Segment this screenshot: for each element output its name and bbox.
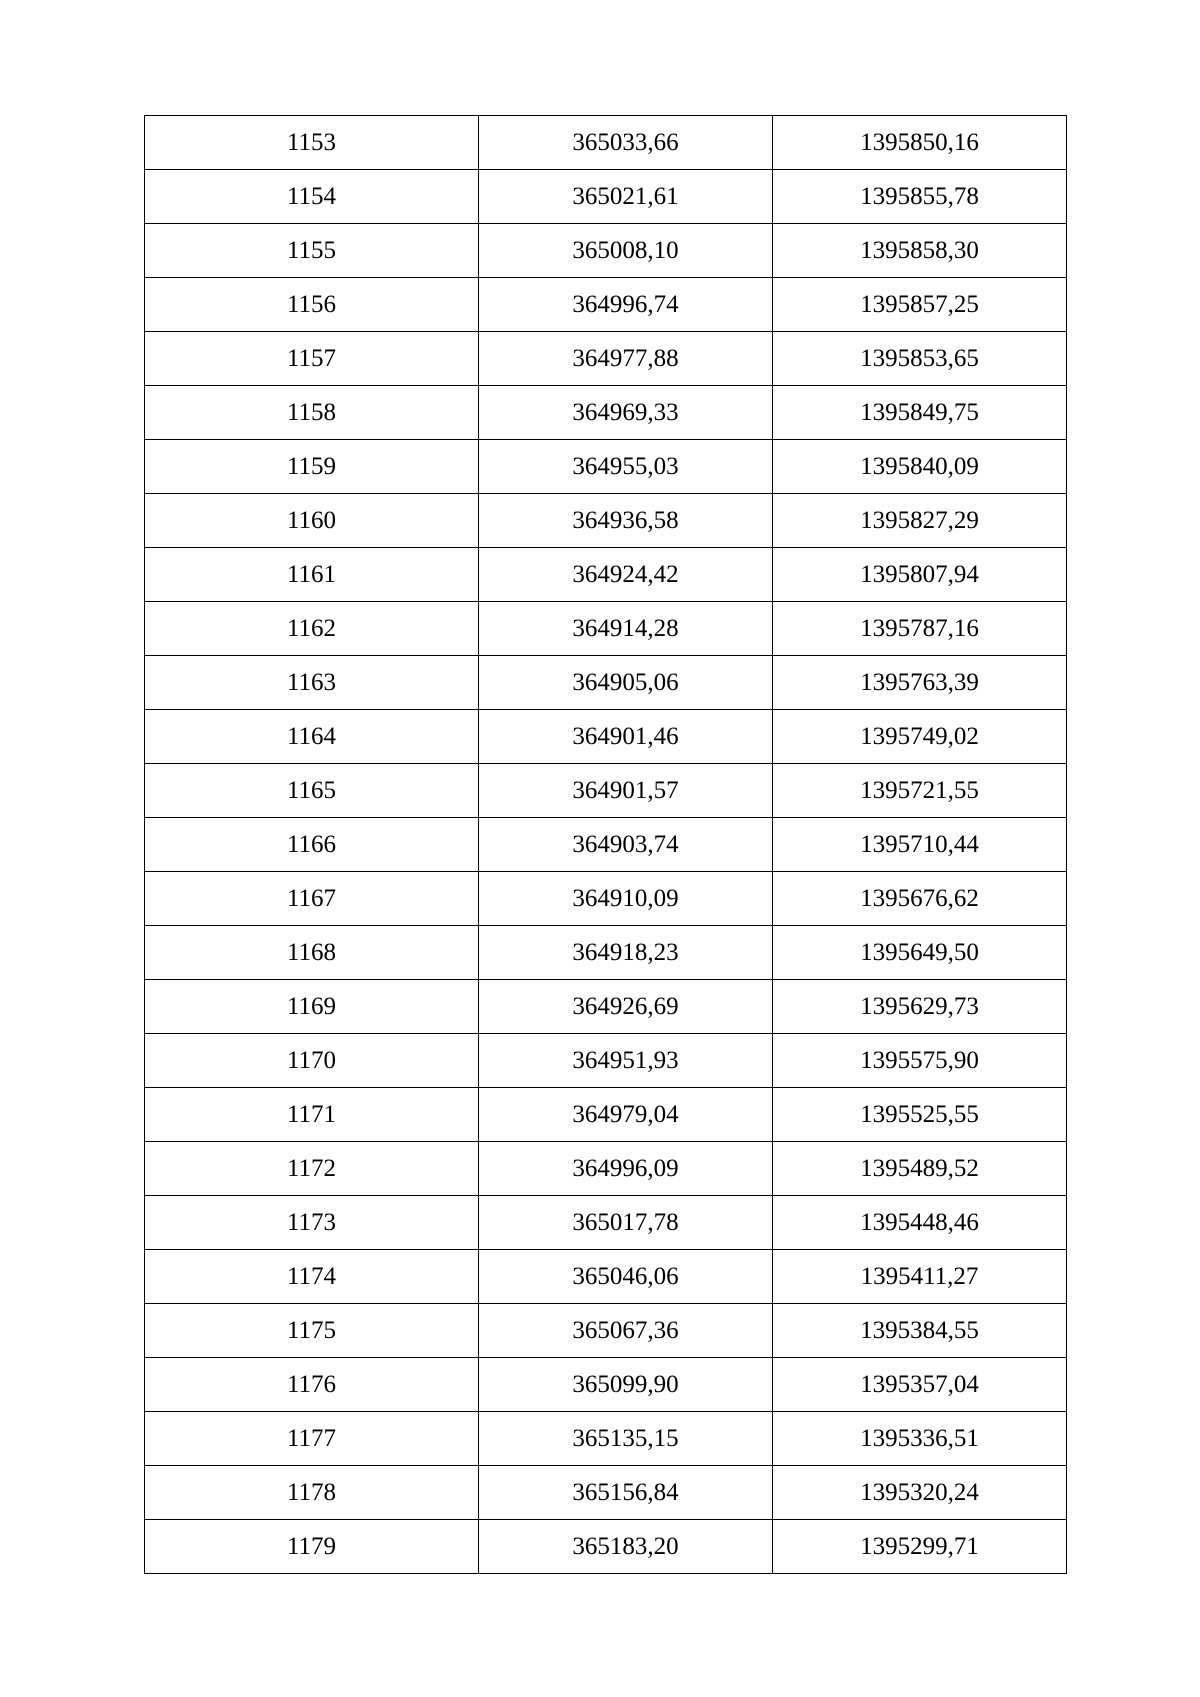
point-number-cell: 1169: [145, 980, 479, 1034]
y-coordinate-cell: 1395357,04: [773, 1358, 1067, 1412]
x-coordinate-cell: 364903,74: [479, 818, 773, 872]
point-number-cell: 1166: [145, 818, 479, 872]
table-row: [145, 602, 1067, 656]
point-number-cell: 1155: [145, 224, 479, 278]
table-row: [145, 872, 1067, 926]
x-coordinate-cell: 364979,04: [479, 1088, 773, 1142]
point-number-cell: 1153: [145, 116, 479, 170]
y-coordinate-cell: 1395489,52: [773, 1142, 1067, 1196]
x-coordinate-cell: 364905,06: [479, 656, 773, 710]
y-coordinate-cell: 1395649,50: [773, 926, 1067, 980]
x-coordinate-cell: 365046,06: [479, 1250, 773, 1304]
point-number-cell: 1179: [145, 1520, 479, 1574]
point-number-cell: 1165: [145, 764, 479, 818]
y-coordinate-cell: 1395850,16: [773, 116, 1067, 170]
x-coordinate-cell: 364951,93: [479, 1034, 773, 1088]
y-coordinate-cell: 1395299,71: [773, 1520, 1067, 1574]
x-coordinate-cell: 365135,15: [479, 1412, 773, 1466]
table-row: [145, 1466, 1067, 1520]
table-row: [145, 1304, 1067, 1358]
y-coordinate-cell: 1395749,02: [773, 710, 1067, 764]
y-coordinate-cell: 1395448,46: [773, 1196, 1067, 1250]
table-row: [145, 548, 1067, 602]
y-coordinate-cell: 1395629,73: [773, 980, 1067, 1034]
point-number-cell: 1157: [145, 332, 479, 386]
point-number-cell: 1161: [145, 548, 479, 602]
point-number-cell: 1160: [145, 494, 479, 548]
table-row: [145, 332, 1067, 386]
point-number-cell: 1158: [145, 386, 479, 440]
x-coordinate-cell: 365183,20: [479, 1520, 773, 1574]
x-coordinate-cell: 365067,36: [479, 1304, 773, 1358]
point-number-cell: 1178: [145, 1466, 479, 1520]
x-coordinate-cell: 365017,78: [479, 1196, 773, 1250]
x-coordinate-cell: 365033,66: [479, 116, 773, 170]
table-row: [145, 1196, 1067, 1250]
table-row: [145, 1034, 1067, 1088]
y-coordinate-cell: 1395763,39: [773, 656, 1067, 710]
x-coordinate-cell: 364996,09: [479, 1142, 773, 1196]
y-coordinate-cell: 1395710,44: [773, 818, 1067, 872]
y-coordinate-cell: 1395320,24: [773, 1466, 1067, 1520]
y-coordinate-cell: 1395840,09: [773, 440, 1067, 494]
table-row: [145, 224, 1067, 278]
table-row: [145, 764, 1067, 818]
x-coordinate-cell: 365021,61: [479, 170, 773, 224]
y-coordinate-cell: 1395857,25: [773, 278, 1067, 332]
x-coordinate-cell: 364926,69: [479, 980, 773, 1034]
table-row: [145, 1358, 1067, 1412]
table-row: [145, 170, 1067, 224]
coordinates-table: [144, 115, 1067, 1574]
table-row: [145, 710, 1067, 764]
x-coordinate-cell: 364924,42: [479, 548, 773, 602]
table-row: [145, 1412, 1067, 1466]
x-coordinate-cell: 364977,88: [479, 332, 773, 386]
x-coordinate-cell: 364936,58: [479, 494, 773, 548]
y-coordinate-cell: 1395855,78: [773, 170, 1067, 224]
y-coordinate-cell: 1395807,94: [773, 548, 1067, 602]
x-coordinate-cell: 364901,46: [479, 710, 773, 764]
y-coordinate-cell: 1395676,62: [773, 872, 1067, 926]
table-row: [145, 440, 1067, 494]
point-number-cell: 1156: [145, 278, 479, 332]
y-coordinate-cell: 1395853,65: [773, 332, 1067, 386]
point-number-cell: 1174: [145, 1250, 479, 1304]
point-number-cell: 1162: [145, 602, 479, 656]
x-coordinate-cell: 365008,10: [479, 224, 773, 278]
table-row: [145, 1250, 1067, 1304]
table-row: [145, 1142, 1067, 1196]
y-coordinate-cell: 1395411,27: [773, 1250, 1067, 1304]
point-number-cell: 1159: [145, 440, 479, 494]
y-coordinate-cell: 1395575,90: [773, 1034, 1067, 1088]
x-coordinate-cell: 365156,84: [479, 1466, 773, 1520]
table-row: [145, 1088, 1067, 1142]
table-row: [145, 656, 1067, 710]
x-coordinate-cell: 364996,74: [479, 278, 773, 332]
y-coordinate-cell: 1395525,55: [773, 1088, 1067, 1142]
point-number-cell: 1176: [145, 1358, 479, 1412]
table-row: [145, 278, 1067, 332]
table-row: [145, 980, 1067, 1034]
y-coordinate-cell: 1395721,55: [773, 764, 1067, 818]
point-number-cell: 1173: [145, 1196, 479, 1250]
point-number-cell: 1170: [145, 1034, 479, 1088]
point-number-cell: 1163: [145, 656, 479, 710]
y-coordinate-cell: 1395384,55: [773, 1304, 1067, 1358]
point-number-cell: 1172: [145, 1142, 479, 1196]
x-coordinate-cell: 364955,03: [479, 440, 773, 494]
point-number-cell: 1171: [145, 1088, 479, 1142]
x-coordinate-cell: 364914,28: [479, 602, 773, 656]
y-coordinate-cell: 1395827,29: [773, 494, 1067, 548]
coordinates-table-body: [145, 116, 1067, 1574]
point-number-cell: 1168: [145, 926, 479, 980]
x-coordinate-cell: 365099,90: [479, 1358, 773, 1412]
table-row: [145, 116, 1067, 170]
x-coordinate-cell: 364901,57: [479, 764, 773, 818]
y-coordinate-cell: 1395858,30: [773, 224, 1067, 278]
table-row: [145, 494, 1067, 548]
table-row: [145, 926, 1067, 980]
point-number-cell: 1167: [145, 872, 479, 926]
table-row: [145, 818, 1067, 872]
y-coordinate-cell: 1395849,75: [773, 386, 1067, 440]
table-row: [145, 386, 1067, 440]
point-number-cell: 1154: [145, 170, 479, 224]
x-coordinate-cell: 364910,09: [479, 872, 773, 926]
table-row: [145, 1520, 1067, 1574]
x-coordinate-cell: 364969,33: [479, 386, 773, 440]
point-number-cell: 1175: [145, 1304, 479, 1358]
point-number-cell: 1164: [145, 710, 479, 764]
y-coordinate-cell: 1395336,51: [773, 1412, 1067, 1466]
point-number-cell: 1177: [145, 1412, 479, 1466]
y-coordinate-cell: 1395787,16: [773, 602, 1067, 656]
x-coordinate-cell: 364918,23: [479, 926, 773, 980]
